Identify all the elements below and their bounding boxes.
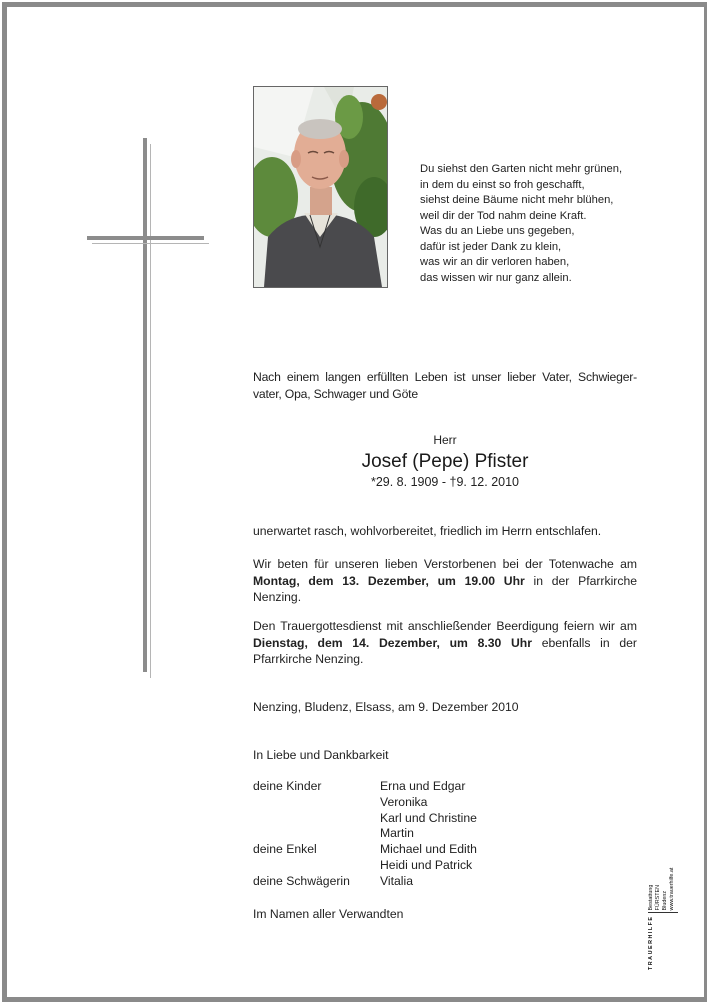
life-dates: *29. 8. 1909 - †9. 12. 2010 xyxy=(370,475,520,489)
family-relation: deine Enkel xyxy=(253,842,317,857)
family-relation: deine Kinder xyxy=(253,779,322,793)
family-row xyxy=(253,858,637,874)
poem-line: siehst deine Bäume nicht mehr blühen, xyxy=(420,194,614,206)
cross-vertical-shadow xyxy=(150,144,151,678)
intro-text: Nach einem langen erfüllten Leben ist unser lieber Vater, Schwieger-vater, Opa, Schwager und Göte xyxy=(253,370,637,401)
family-names: Michael und Edith xyxy=(380,842,477,857)
cross-horizontal-shadow xyxy=(92,243,209,244)
family-relation xyxy=(253,795,380,811)
poem-line: Du siehst den Garten nicht mehr grünen, xyxy=(420,163,623,175)
family-row xyxy=(253,811,637,827)
poem-line: in dem du einst so froh geschafft, xyxy=(420,178,585,191)
cross-vertical-bar xyxy=(143,138,147,672)
family-names: Erna und Edgar xyxy=(380,779,466,793)
poem-line: weil dir der Tod nahm deine Kraft. xyxy=(420,209,587,222)
logo-name: TRAUERHILFE xyxy=(648,915,654,970)
poem-line: was wir an dir verloren haben, xyxy=(420,256,570,268)
family-names: Vitalia xyxy=(380,873,413,888)
family-relation xyxy=(253,826,380,842)
deceased-name: Josef (Pepe) Pfister xyxy=(361,451,529,472)
family-names: Martin xyxy=(380,826,414,841)
logo-subtitle: Bestattung FÜRSTEN Bludenz xyxy=(648,884,668,911)
family-names: Veronika xyxy=(380,794,428,809)
funeral-text-pre: Den Trauergottesdienst mit anschließender Beerdigung feiern wir am xyxy=(253,619,637,633)
poem-line: das wissen wir nur ganz allein. xyxy=(420,271,572,284)
salutation: Herr xyxy=(433,433,457,447)
family-list xyxy=(253,779,637,890)
funeral-paragraph xyxy=(253,618,637,668)
family-row xyxy=(253,826,637,842)
family-names: Heidi und Patrick xyxy=(380,857,473,872)
family-row xyxy=(253,842,637,858)
portrait-illustration xyxy=(254,87,387,287)
family-row xyxy=(253,779,637,795)
cross-horizontal-bar xyxy=(87,236,204,240)
family-relation: deine Schwägerin xyxy=(253,873,350,888)
portrait-photo xyxy=(253,86,388,288)
love-line: In Liebe und Dankbarkeit xyxy=(253,748,389,762)
funeral-home-logo xyxy=(648,867,678,970)
closing-line: Im Namen aller Verwandten xyxy=(253,907,404,921)
place-date: Nenzing, Bludenz, Elsass, am 9. Dezember 2010 xyxy=(253,700,519,714)
logo-url: www.trauerhilfe.at xyxy=(669,867,675,911)
wake-datetime: Montag, dem 13. Dezember, um 19.00 Uhr xyxy=(253,573,525,588)
funeral-datetime: Dienstag, dem 14. Dezember, um 8.30 Uhr xyxy=(253,635,532,650)
family-relation xyxy=(253,811,380,827)
funeral-text-post: ebenfalls in der Pfarrkirche Nenzing. xyxy=(253,635,637,666)
family-relation xyxy=(253,858,380,874)
family-row xyxy=(253,874,637,890)
poem-line: Was du an Liebe uns gegeben, xyxy=(420,225,575,237)
poem xyxy=(420,162,660,286)
passing-text: unerwartet rasch, wohlvorbereitet, friedlich im Herrn entschlafen. xyxy=(253,524,602,538)
poem-line: dafür ist jeder Dank zu klein, xyxy=(420,240,562,253)
family-row xyxy=(253,795,637,811)
wake-text-pre: Wir beten für unseren lieben Verstorbenen bei der Totenwache am xyxy=(253,557,637,571)
family-names: Karl und Christine xyxy=(380,810,477,825)
wake-paragraph xyxy=(253,556,637,606)
wake-text-post: in der Pfarrkirche Nenzing. xyxy=(253,573,638,604)
